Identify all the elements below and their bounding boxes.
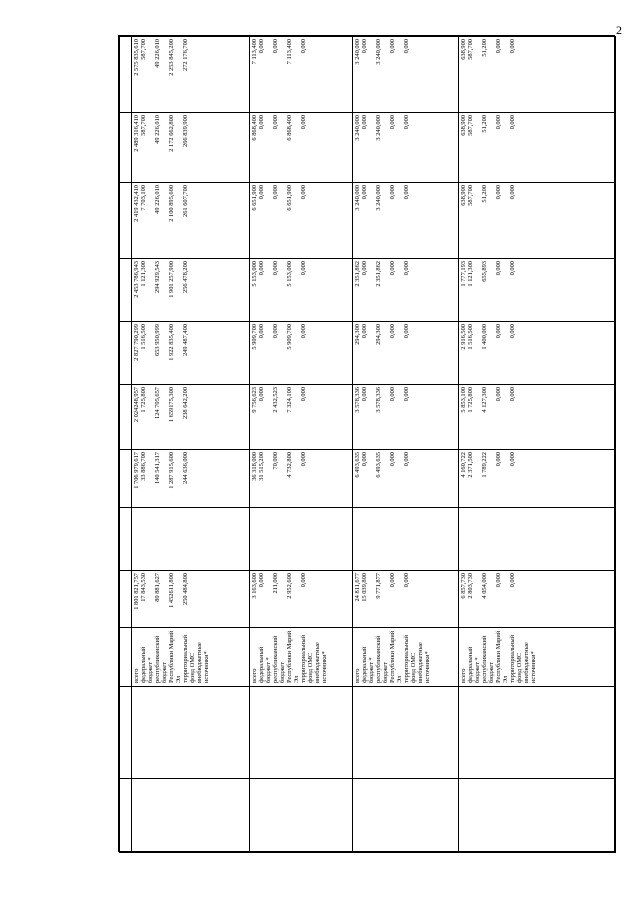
value-cell: 0,000 [495,324,502,339]
value-cell: 1 452611,800 [168,573,175,608]
value-cell: 0,000 [509,39,516,54]
value-cell: 2 100 895,600 [168,185,175,222]
value-cell: 261 607,700 [182,185,189,217]
row-values-col-5 [251,452,350,504]
column-divider [119,686,616,687]
source-label: всего [133,668,140,683]
value-cell: 2 489 316,410 [133,115,140,152]
value-cell: 2 351,862 [354,261,361,287]
row-name [354,689,456,775]
source-label: внебюджетные источники* [314,642,328,683]
row-values-col-11 [354,39,456,109]
value-cell: 1 706 979,617 [133,452,140,489]
value-cell: 6 868,400 [286,115,293,141]
financing-table [118,35,615,852]
value-cell: 250 484,800 [182,573,189,605]
value-cell: 0,000 [272,115,279,130]
row-name [251,689,350,775]
source-label: федеральный бюджет * [467,646,481,683]
row-sources [133,630,247,683]
value-cell: 0,000 [509,115,516,130]
value-cell: 0,000 [300,324,307,339]
value-cell: 6 651,900 [251,185,258,211]
value-cell: 1 725,800 [467,387,474,413]
value-cell: 0,000 [389,387,396,402]
value-cell: 0,000 [509,261,516,276]
value-cell: 80 881,627 [154,573,161,602]
row-values-col-4 [460,573,614,624]
value-cell: 0,000 [272,185,279,200]
header-col-8 [120,258,131,321]
value-cell: 0,000 [495,387,502,402]
value-cell: 0,000 [403,573,410,588]
header-col-11 [120,36,131,112]
value-cell: 0,000 [389,261,396,276]
column-divider [119,321,616,322]
row-values-col-5 [354,452,456,504]
value-cell: 1 400,000 [481,324,488,350]
row-values-col-9 [251,185,350,255]
row-values-col-8 [354,261,456,318]
source-label: территориальный фонд ОМС [509,634,523,683]
value-cell: 0,000 [403,261,410,276]
row-divider [352,36,353,853]
value-cell: 0,000 [272,324,279,339]
row-values-col-10 [460,115,614,179]
value-cell: 1 121,300 [140,261,147,287]
value-cell: 1 922 835,400 [168,324,175,361]
value-cell: 266 839,900 [182,115,189,147]
value-cell: 7 703,100 [140,185,147,211]
value-cell: 31 515,200 [258,452,265,481]
column-divider [119,507,616,508]
row-values-col-6 [354,387,456,446]
value-cell: 0,000 [361,115,368,130]
row-values-col-8 [133,261,247,318]
value-cell: 211,000 [272,573,279,594]
value-cell: 7 113,400 [286,39,293,65]
column-divider [119,112,616,113]
header-col-5 [120,449,131,507]
value-cell: 5 153,000 [251,261,258,287]
value-cell: 0,000 [389,452,396,467]
source-label: республиканский бюджет Республики Марий Эл [154,630,182,683]
value-cell: 5 909,700 [251,324,258,350]
row-divider [458,36,459,853]
value-cell: 3 578,336 [375,387,382,413]
value-cell: 3 578,336 [354,387,361,413]
source-label: внебюджетные источники* [523,642,537,683]
source-label: федеральный бюджет * [258,646,272,683]
value-cell: 0,000 [361,39,368,54]
value-cell: 294,300 [375,324,382,345]
value-cell: 2 432,523 [272,387,279,413]
value-cell: 587,700 [140,39,147,60]
value-cell: 3 240,000 [375,185,382,211]
row-values-col-5 [133,452,247,504]
value-cell: 587,700 [140,115,147,136]
value-cell: 33 886,700 [140,452,147,481]
source-label: всего [354,668,361,683]
value-cell: 0,000 [495,452,502,467]
value-cell: 4 127,300 [481,387,488,413]
value-cell: 49 226,010 [154,115,161,144]
value-cell: 2 024248,957 [133,387,140,423]
value-cell: 0,000 [509,573,516,588]
row-values-col-11 [133,39,247,109]
value-cell: 0,000 [509,387,516,402]
value-cell: 0,000 [258,185,265,200]
row-sources [251,630,350,683]
value-cell: 51,200 [481,185,488,203]
value-cell: 0,000 [300,387,307,402]
header-col-9 [120,182,131,258]
column-divider [119,778,616,779]
row-kind [251,781,350,850]
value-cell: 0,000 [361,387,368,402]
value-cell: 1 121,300 [467,261,474,287]
value-cell: 5 909,700 [286,324,293,350]
row-values-col-9 [133,185,247,255]
row-values-col-11 [251,39,350,109]
value-cell: 6 493,635 [354,452,361,478]
value-cell: 2 827 790,299 [133,324,140,361]
value-cell: 3 240,000 [375,115,382,141]
value-cell: 0,000 [495,573,502,588]
value-cell: 0,000 [495,261,502,276]
row-values-col-5 [460,452,614,504]
value-cell: 655,893 [481,261,488,282]
row-values-col-9 [460,185,614,255]
value-cell: 3 163,600 [251,573,258,599]
value-cell: 256 478,200 [182,261,189,293]
value-cell: 6 651,900 [286,185,293,211]
page-number: 2 [616,23,622,37]
value-cell: 7 113,400 [251,39,258,65]
value-cell: 3 240,000 [375,39,382,65]
row-name [460,689,614,775]
value-cell: 51,200 [481,39,488,57]
row-values-col-9 [354,185,456,255]
header-col-7 [120,321,131,384]
source-label: федеральный бюджет * [361,646,375,683]
value-cell: 2 419 432,410 [133,185,140,222]
value-cell: 294 929,543 [154,261,161,293]
header-col-2 [120,686,131,778]
value-cell: 0,000 [272,261,279,276]
header-col-6 [120,384,131,449]
row-divider [131,36,132,853]
value-cell: 4 732,800 [286,452,293,478]
column-divider [119,570,616,571]
value-cell: 3 240,000 [354,185,361,211]
value-cell: 6 493,635 [375,452,382,478]
header-col-4 [120,570,131,627]
value-cell: 0,000 [258,115,265,130]
value-cell: 6 857,730 [460,573,467,599]
column-divider [119,384,616,385]
row-values-col-4 [133,573,247,624]
value-cell: 2 253 845,200 [168,39,175,76]
row-values-col-10 [251,115,350,179]
value-cell: 272 176,700 [182,39,189,71]
value-cell: 587,700 [467,115,474,136]
row-values-col-7 [354,324,456,381]
value-cell: 0,000 [361,185,368,200]
row-divider [615,36,616,853]
value-cell: 0,000 [389,324,396,339]
value-cell: 0,000 [509,185,516,200]
value-cell: 1 789,222 [481,452,488,478]
value-cell: 2 575 835,610 [133,39,140,76]
value-cell: 638,900 [460,185,467,206]
value-cell: 7 324,100 [286,387,293,413]
row-values-col-6 [460,387,614,446]
value-cell: 0,000 [403,115,410,130]
value-cell: 638,900 [460,115,467,136]
row-values-col-11 [460,39,614,109]
value-cell: 4 054,000 [481,573,488,599]
value-cell: 0,000 [300,261,307,276]
value-cell: 0,000 [403,185,410,200]
value-cell: 0,000 [389,185,396,200]
value-cell: 0,000 [403,324,410,339]
value-cell: 0,000 [389,39,396,54]
header-col-3 [120,627,131,686]
value-cell: 249 487,400 [182,324,189,356]
value-cell: 0,000 [495,39,502,54]
value-cell: 6 868,400 [251,115,258,141]
value-cell: 70,000 [272,452,279,470]
row-kind [460,781,614,850]
value-cell: 24 811,677 [354,573,361,602]
value-cell: 2 351,862 [375,261,382,287]
row-sources [354,630,456,683]
value-cell: 0,000 [495,115,502,130]
row-values-col-6 [251,387,350,446]
value-cell: 5 153,000 [286,261,293,287]
row-values-col-10 [354,115,456,179]
value-cell: 1 516,500 [467,324,474,350]
value-cell: 0,000 [258,324,265,339]
value-cell: 244 636,000 [182,452,189,484]
value-cell: 0,000 [361,261,368,276]
value-cell: 1 659175,300 [168,387,175,423]
row-values-col-7 [133,324,247,381]
value-cell: 140 541,317 [154,452,161,484]
value-cell: 3 240,000 [354,39,361,65]
value-cell: 0,000 [300,452,307,467]
source-label: всего [251,668,258,683]
value-cell: 2 952,600 [286,573,293,599]
row-sources [460,630,614,683]
value-cell: 638,900 [460,39,467,60]
value-cell: 587,700 [467,185,474,206]
value-cell: 9 756,623 [251,387,258,413]
row-values-col-7 [251,324,350,381]
value-cell: 0,000 [403,387,410,402]
value-cell: 0,000 [258,387,265,402]
source-label: внебюджетные источники* [417,642,431,683]
source-label: территориальный фонд ОМС [403,634,417,683]
row-values-col-8 [251,261,350,318]
column-divider [119,36,616,37]
value-cell: 2 453 786,943 [133,261,140,298]
value-cell: 2 916,500 [460,324,467,350]
source-label: внебюджетные источники* [196,642,210,683]
value-cell: 0,000 [361,324,368,339]
value-cell: 0,000 [389,573,396,588]
value-cell: 1 725,800 [140,387,147,413]
value-cell: 3 240,000 [354,115,361,141]
row-values-col-4 [251,573,350,624]
value-cell: 36 318,000 [251,452,258,481]
row-values-col-7 [460,324,614,381]
source-label: республиканский бюджет Республики Марий Эл [481,630,509,683]
value-cell: 2 371,500 [467,452,474,478]
value-cell: 653 950,999 [154,324,161,356]
row-values-col-6 [133,387,247,446]
value-cell: 0,000 [403,452,410,467]
source-label: территориальный фонд ОМС [300,634,314,683]
header-col-10 [120,112,131,182]
value-cell: 49 226,010 [154,185,161,214]
source-label: всего [460,668,467,683]
value-cell: 2 803,730 [467,573,474,599]
value-cell: 0,000 [300,185,307,200]
value-cell: 294,300 [354,324,361,345]
value-cell: 51,200 [481,115,488,133]
column-divider [119,182,616,183]
column-divider [119,258,616,259]
value-cell: 0,000 [403,39,410,54]
value-cell: 0,000 [509,324,516,339]
value-cell: 0,000 [495,185,502,200]
value-cell: 1 516,500 [140,324,147,350]
value-cell: 1 801 821,757 [133,573,140,610]
value-cell: 1 287 915,600 [168,452,175,489]
row-values-col-4 [354,573,456,624]
source-label: федеральный бюджет * [140,646,154,683]
row-values-col-10 [133,115,247,179]
value-cell: 0,000 [389,115,396,130]
value-cell: 0,000 [258,261,265,276]
column-divider [119,627,616,628]
source-label: республиканский бюджет Республики Марий Эл [272,630,300,683]
value-cell: 5 853,100 [460,387,467,413]
row-kind [354,781,456,850]
row-kind [133,781,247,850]
column-divider [119,852,616,853]
value-cell: 0,000 [272,39,279,54]
source-label: территориальный фонд ОМС [182,634,196,683]
header-col-1 [120,778,131,853]
value-cell: 0,000 [258,573,265,588]
row-name [133,689,247,775]
value-cell: 0,000 [300,39,307,54]
value-cell: 9 771,877 [375,573,382,599]
value-cell: 2 172 662,800 [168,115,175,152]
value-cell: 238 642,200 [182,387,189,419]
value-cell: 17 843,530 [140,573,147,602]
value-cell: 1 901 257,900 [168,261,175,298]
value-cell: 0,000 [361,452,368,467]
value-cell: 0,000 [258,39,265,54]
value-cell: 587,700 [467,39,474,60]
value-cell: 0,000 [509,452,516,467]
value-cell: 0,000 [300,573,307,588]
value-cell: 1 777,193 [460,261,467,287]
column-divider [119,449,616,450]
value-cell: 15 039,800 [361,573,368,602]
value-cell: 49 226,010 [154,39,161,68]
source-label: республиканский бюджет Республики Марий Эл [375,630,403,683]
value-cell: 4 160,722 [460,452,467,478]
value-cell: 124 705,657 [154,387,161,419]
row-divider [249,36,250,853]
row-values-col-8 [460,261,614,318]
value-cell: 0,000 [300,115,307,130]
